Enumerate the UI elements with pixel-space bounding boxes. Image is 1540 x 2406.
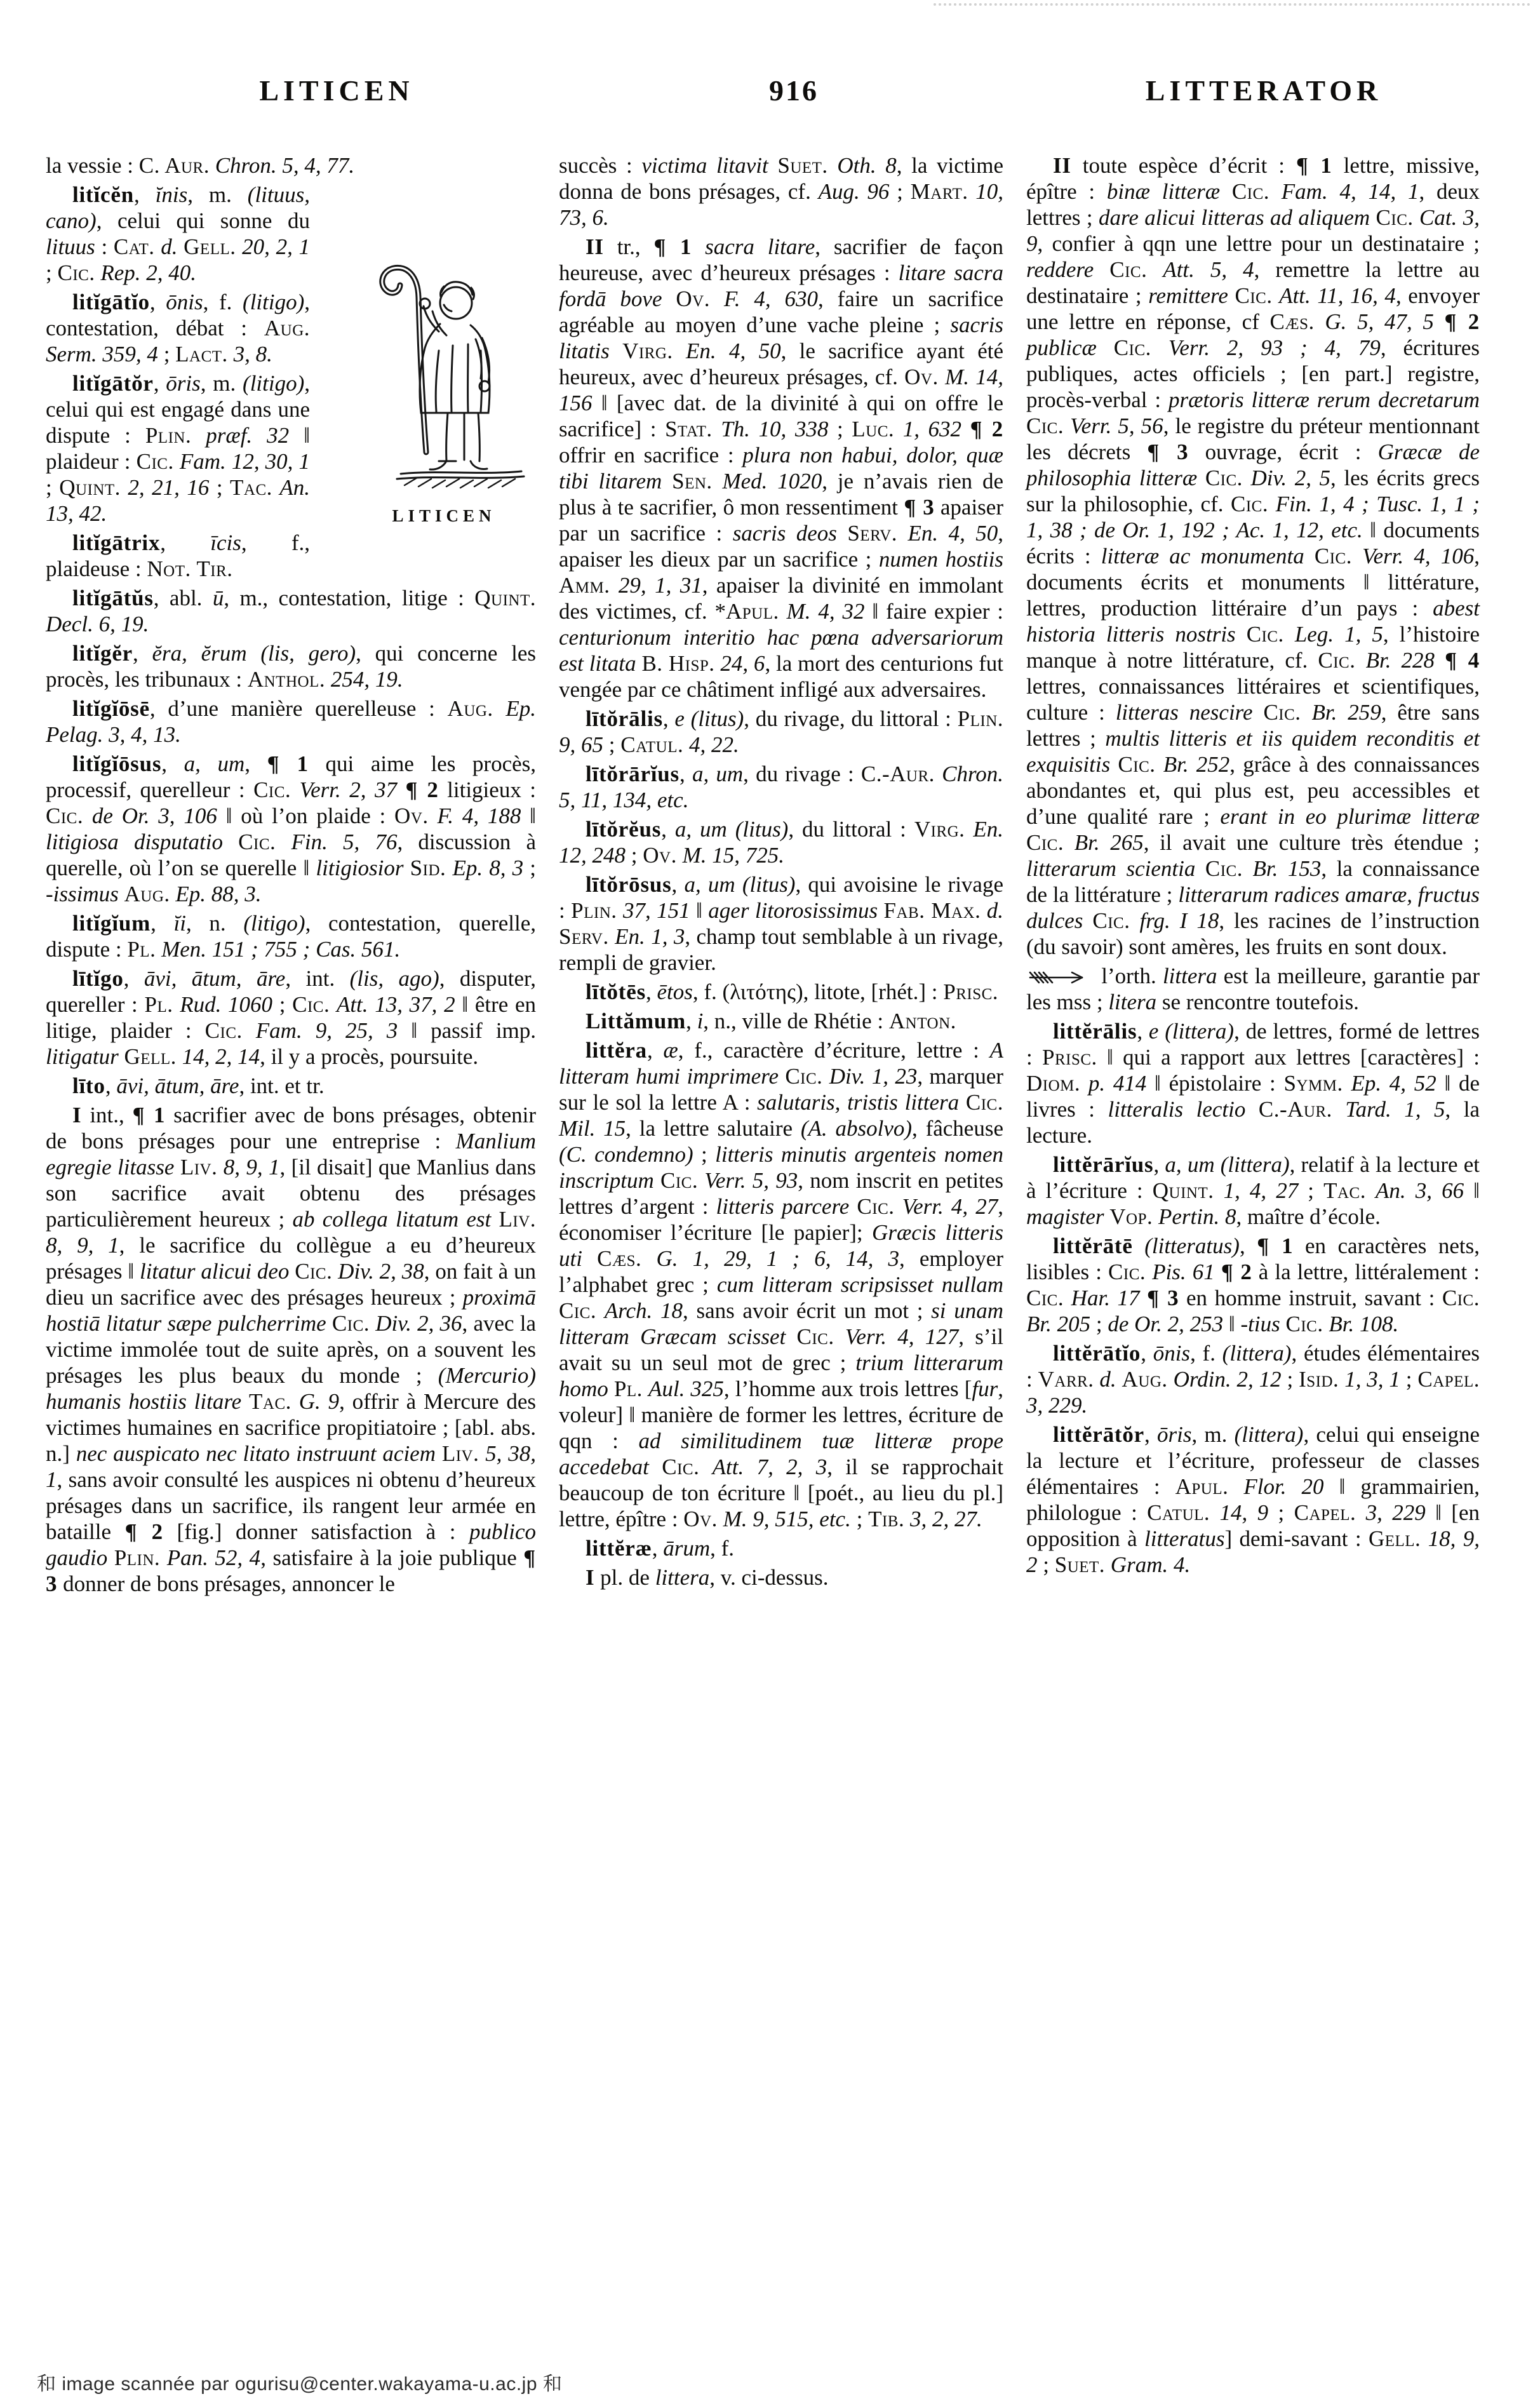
- liticen-engraving-icon: [326, 243, 535, 497]
- dictionary-paragraph: littĕrārĭus, a, um (littera), relatif à la lecture et à l’écriture : Quint. 1, 4, 27 ; Tac. An. 3, 66 ‖ magister Vop. Pertin. 8, maître d’école.: [1026, 1152, 1480, 1229]
- figure-caption: LITICEN: [392, 506, 496, 525]
- dictionary-paragraph: līto, āvi, ātum, āre, int. et tr.: [72, 1073, 325, 1098]
- column-right: [1026, 152, 1480, 1578]
- dictionary-paragraph: litĭgātŭs, abl. ū, m., contestation, litige : Quint. Decl. 6, 19.: [46, 586, 536, 636]
- remark-arrow-icon: [1028, 970, 1088, 985]
- watermark-text: 和 image scannée par ogurisu@center.wakayama-u.ac.jp 和: [37, 2374, 563, 2395]
- liticen-figure: [325, 184, 536, 529]
- dictionary-paragraph: lītŏrālis, e (litus), du rivage, du littoral : Plin. 9, 65 ; Catul. 4, 22.: [559, 706, 1004, 757]
- dictionary-paragraph: littĕrātŏr, ōris, m. (littera), celui qui enseigne la lecture et l’écriture, professeur de classes élémentaires : Apul. Flor. 20 ‖ grammairien, philologue : Catul. 14, 9 ; Capel. 3, 229 ‖ [en opposition à litteratus] demi-savant : Gell. 18, 9, 2 ; Suet. Gram. 4.: [1026, 1422, 1480, 1577]
- dictionary-paragraph: litĭgĕr, ĕra, ĕrum (lis, gero), qui concerne les procès, les tribunaux : Anthol. 254, 19.: [46, 641, 537, 692]
- page-number: 916: [769, 74, 819, 107]
- dictionary-paragraph: lītĭgo, āvi, ātum, āre, int. (lis, ago), disputer, quereller : Pl. Rud. 1060 ; Cic. Att. 13, 37, 2 ‖ être en litige, plaider : Cic. Fam. 9, 25, 3 ‖ passif imp. litigatur Gell. 14, 2, 14, il y a procès, poursuite.: [46, 966, 537, 1069]
- dictionary-paragraph: littĕrātē (litteratus), ¶ 1 en caractères nets, lisibles : Cic. Pis. 61 ¶ 2 à la lettre, littéralement : Cic. Har. 17 ¶ 3 en homme instruit, savant : Cic. Br. 205 ; de Or. 2, 253 ‖ -tius Cic. Br. 108.: [1026, 1233, 1480, 1336]
- dictionary-paragraph: succès : victima litavit Suet. Oth. 8, la victime donna de bons présages, cf. Aug. 96 ; Mart. 10, 73, 6.: [559, 153, 1004, 230]
- dictionary-paragraph: lītŏtēs, ētos, f. (λιτότης), litote, [rhét.] : Prisc.: [586, 979, 999, 1004]
- dictionary-paragraph: II toute espèce d’écrit : ¶ 1 lettre, missive, épître : binæ litteræ Cic. Fam. 4, 14, 1, deux lettres ; dare alicui litteras ad aliquem Cic. Cat. 3, 9, confier à qqn une lettre pour un destinataire ; reddere Cic. Att. 5, 4, remettre la lettre au destinataire ; remittere Cic. Att. 11, 16, 4, envoyer une lettre en réponse, cf Cæs. G. 5, 47, 5 ¶ 2 publicæ Cic. Verr. 2, 93 ; 4, 79, écritures publiques, actes officiels ; [en part.] registre, procès-verbal : prætoris litteræ rerum decretarum Cic. Verr. 5, 56, le registre du préteur mentionnant les décrets ¶ 3 ouvrage, écrit : Græcæ de philosophia litteræ Cic. Div. 2, 5, les écrits grecs sur la philosophie, cf. Cic. Fin. 1, 4 ; Tusc. 1, 1 ; 1, 38 ; de Or. 1, 192 ; Ac. 1, 12, etc. ‖ documents écrits : litteræ ac monumenta Cic. Verr. 4, 106, documents écrits et monuments ‖ littérature, lettres, production littéraire d’un pays : abest historia litteris nostris Cic. Leg. 1, 5, l’histoire manque à notre littérature, cf. Cic. Br. 228 ¶ 4 lettres, connaissances littéraires et scientifiques, culture : litteras nescire Cic. Br. 259, être sans lettres ; multis litteris et iis quidem reconditis et exquisitis Cic. Br. 252, grâce à des connaissances abondantes et, qui plus est, peu accessibles et d’une qualité rare ; erant in eo plurimæ litteræ Cic. Br. 265, il avait une culture très étendue ; litterarum scientia Cic. Br. 153, la connaissance de la littérature ; litterarum radices amaræ, fructus dulces Cic. frg. I 18, les racines de l’instruction (du savoir) sont amères, les fruits en sont doux.: [1026, 153, 1480, 959]
- text-columns: [46, 152, 1480, 1597]
- dictionary-paragraph: la vessie : C. Aur. Chron. 5, 4, 77.: [46, 153, 355, 178]
- dictionary-paragraph: littĕræ, ārum, f.: [586, 1536, 735, 1561]
- dictionary-paragraph: litĭgĭōsē, d’une manière querelleuse : Aug. Ep. Pelag. 3, 4, 13.: [46, 696, 537, 747]
- dictionary-paragraph: I int., ¶ 1 sacrifier avec de bons présages, obtenir de bons présages pour une entreprise : Manlium egregie litasse Liv. 8, 9, 1, [il disait] que Manlius dans son sacrifice avait obtenu des présages particulièrement heureux ; ab collega litatum est Liv. 8, 9, 1, le sacrifice du collègue a eu d’heureux présages ‖ litatur alicui deo Cic. Div. 2, 38, on fait à un dieu un sacrifice avec des présages heureux ; proximā hostiā litatur sæpe pulcherrime Cic. Div. 2, 36, avec la victime immolée tout de suite après, on a souvent les présages les plus beaux du monde ; (Mercurio) humanis hostiis litare Tac. G. 9, offrir à Mercure des victimes humaines en sacrifice propitiatoire ; [abl. abs. n.] nec auspicato nec litato instruunt aciem Liv. 5, 38, 1, sans avoir consulté les auspices ni obtenu d’heureux présages dans un sacrifice, ils rangent leur armée en bataille ¶ 2 [fig.] donner satisfaction à : publico gaudio Plin. Pan. 52, 4, satisfaire à la joie publique ¶ 3 donner de bons présages, annoncer le: [46, 1103, 537, 1596]
- dictionary-paragraph: Littămum, i, n., ville de Rhétie : Anton.: [586, 1009, 956, 1033]
- dictionary-paragraph: lītŏrārĭus, a, um, du rivage : C.-Aur. Chron. 5, 11, 134, etc.: [559, 762, 1004, 812]
- running-head-right: LITTERATOR: [1145, 74, 1383, 107]
- dictionary-paragraph: lītŏrĕus, a, um (litus), du littoral : Virg. En. 12, 248 ; Ov. M. 15, 725.: [559, 817, 1004, 868]
- dictionary-paragraph: l’orth. littera est la meilleure, garantie par les mss ; litera se rencontre toutefois.: [1026, 964, 1480, 1014]
- dictionary-paragraph: litĭgĭōsus, a, um, ¶ 1 qui aime les procès, processif, querelleur : Cic. Verr. 2, 37 ¶ 2 litigieux : Cic. de Or. 3, 106 ‖ où l’on plaide : Ov. F. 4, 188 ‖ litigiosa disputatio Cic. Fin. 5, 76, discussion à querelle, où l’on se querelle ‖ litigiosior Sid. Ep. 8, 3 ; -issimus Aug. Ep. 88, 3.: [46, 751, 537, 906]
- column-center: [559, 152, 1003, 1590]
- footer: [37, 2368, 562, 2396]
- dictionary-paragraph: littĕrātĭo, ōnis, f. (littera), études élémentaires : Varr. d. Aug. Ordin. 2, 12 ; Isid. 1, 3, 1 ; Capel. 3, 229.: [1026, 1341, 1480, 1418]
- dictionary-paragraph: littĕra, æ, f., caractère d’écriture, lettre : A litteram humi imprimere Cic. Div. 1, 23, marquer sur le sol la lettre A : salutaris, tristis littera Cic. Mil. 15, la lettre salutaire (A. absolvo), fâcheuse (C. condemno) ; litteris minutis argenteis nomen inscriptum Cic. Verr. 5, 93, nom inscrit en petites lettres d’argent : litteris parcere Cic. Verr. 4, 27, économiser l’écriture [le papier]; Græcis litteris uti Cæs. G. 1, 29, 1 ; 6, 14, 3, employer l’alphabet grec ; cum litteram scripsisset nullam Cic. Arch. 18, sans avoir écrit un mot ; si unam litteram Græcam scisset Cic. Verr. 4, 127, s’il avait su un seul mot de grec ; trium litterarum homo Pl. Aul. 325, l’homme aux trois lettres [fur, voleur] ‖ manière de former les lettres, écriture de qqn : ad similitudinem tuæ litteræ prope accedebat Cic. Att. 7, 2, 3, il se rapprochait beaucoup de ton écriture ‖ [poét., au lieu du pl.] lettre, épître : Ov. M. 9, 515, etc. ; Tib. 3, 2, 27.: [559, 1038, 1004, 1531]
- dictionary-paragraph: LITICEN litĭcĕn, ĭnis, m. (lituus, cano), celui qui sonne du lituus : Cat. d. Gell. 20, 2, 1 ; Cic. Rep. 2, 40.: [46, 182, 536, 286]
- scan-artifact: [934, 3, 1530, 6]
- dictionary-paragraph: II tr., ¶ 1 sacra litare, sacrifier de façon heureuse, avec d’heureux présages : litare sacra fordā bove Ov. F. 4, 630, faire un sacrifice agréable au moyen d’une vache pleine ; sacris litatis Virg. En. 4, 50, le sacrifice ayant été heureux, avec d’heureux présages, cf. Ov. M. 14, 156 ‖ [avec dat. de la divinité à qui on offre le sacrifice] : Stat. Th. 10, 338 ; Luc. 1, 632 ¶ 2 offrir en sacrifice : plura non habui, dolor, quæ tibi litarem Sen. Med. 1020, je n’avais rien de plus à te sacrifier, ô mon ressentiment ¶ 3 apaiser par un sacrifice : sacris deos Serv. En. 4, 50, apaiser les dieux par un sacrifice ; numen hostiis Amm. 29, 1, 31, apaiser la divinité en immolant des victimes, cf. *Apul. M. 4, 32 ‖ faire expier : centurionum interitio hac pœna adversariorum est litata B. Hisp. 24, 6, la mort des centurions fut vengée par ce châtiment infligé aux adversaires.: [559, 234, 1004, 702]
- dictionary-paragraph: litĭgātŏr, ōris, m. (litigo), celui qui est engagé dans une dispute : Plin. præf. 32 ‖ plaideur : Cic. Fam. 12, 30, 1 ; Quint. 2, 21, 16 ; Tac. An. 13, 42.: [46, 371, 311, 526]
- dictionary-paragraph: litĭgātĭo, ōnis, f. (litigo), contestation, débat : Aug. Serm. 359, 4 ; Lact. 3, 8.: [46, 290, 311, 366]
- dictionary-paragraph: litĭgātrix, īcis, f., plaideuse : Not. Tir.: [46, 530, 311, 581]
- dictionary-paragraph: littĕrālis, e (littera), de lettres, formé de lettres : Prisc. ‖ qui a rapport aux lettres [caractères] : Diom. p. 414 ‖ épistolaire : Symm. Ep. 4, 52 ‖ de livres : litteralis lectio C.-Aur. Tard. 1, 5, la lecture.: [1026, 1019, 1480, 1148]
- running-head: [0, 74, 1540, 118]
- running-head-left: LITICEN: [259, 74, 414, 107]
- column-left: [46, 152, 536, 1597]
- dictionary-paragraph: litĭgĭum, ĭi, n. (litigo), contestation, querelle, dispute : Pl. Men. 151 ; 755 ; Cas. 561.: [46, 911, 537, 962]
- dictionary-paragraph: lītŏrōsus, a, um (litus), qui avoisine le rivage : Plin. 37, 151 ‖ ager litorosissimus Fab. Max. d. Serv. En. 1, 3, champ tout semblable à un rivage, rempli de gravier.: [559, 872, 1004, 975]
- dictionary-paragraph: I pl. de littera, v. ci-dessus.: [586, 1565, 829, 1590]
